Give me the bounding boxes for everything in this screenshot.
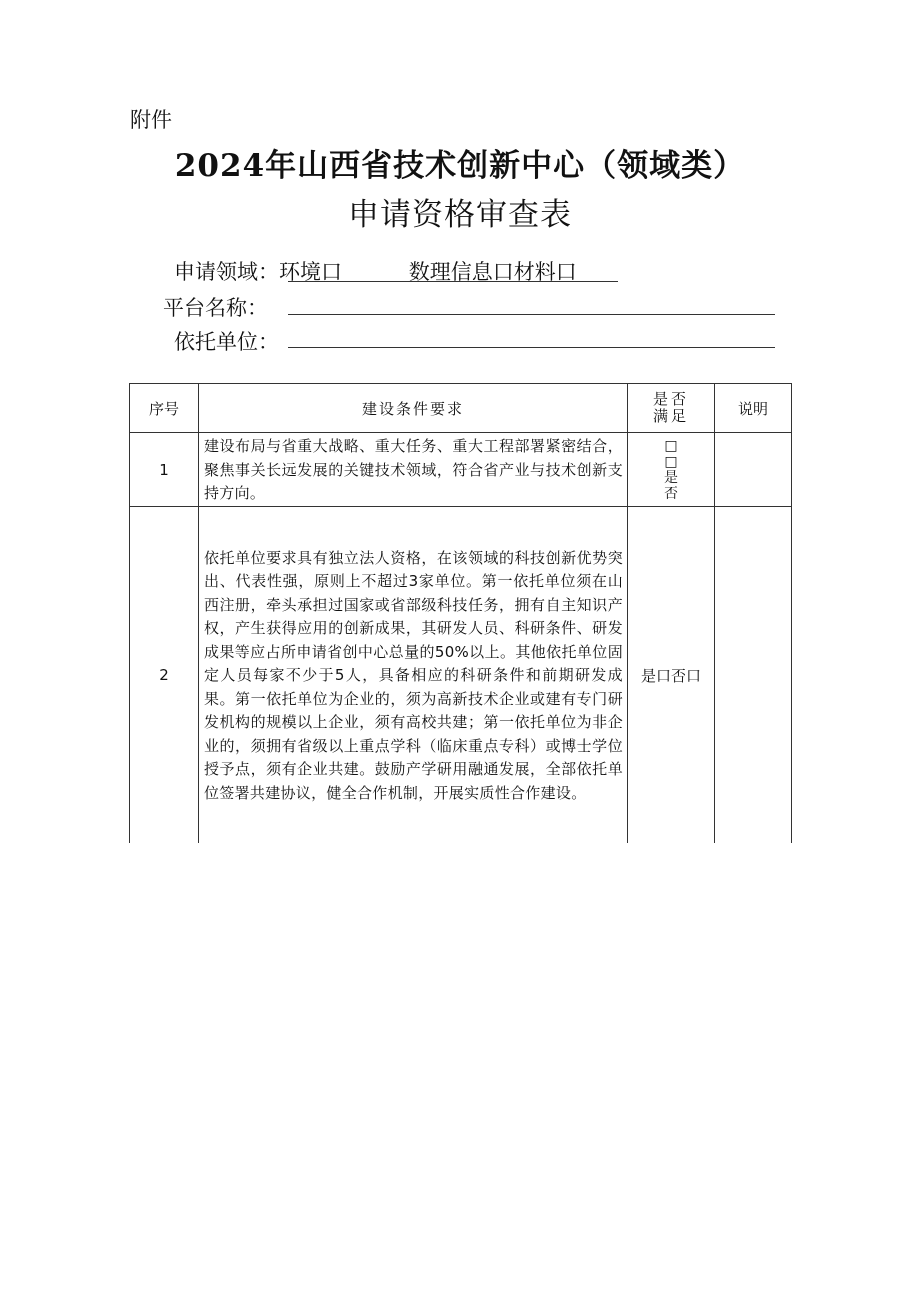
host-row <box>174 326 279 356</box>
table-row <box>130 507 792 844</box>
qualification-table <box>129 383 792 843</box>
checkbox-yes[interactable]: □ <box>664 437 678 454</box>
host-unit-field[interactable] <box>288 347 775 348</box>
table-row <box>130 433 792 507</box>
platform-row <box>163 292 268 322</box>
row-requirement-text: 建设布局与省重大战略、重大任务、重大工程部署紧密结合，聚焦事关长远发展的关键技术领域，符合省产业与技术创新支持方向。 <box>204 437 623 503</box>
platform-label: 平台名称： <box>163 296 268 320</box>
header-satisfied-line2: 满足 <box>652 407 689 425</box>
row-requirement-text: 依托单位要求具有独立法人资格，在该领域的科技创新优势突出、代表性强，原则上不超过3家单位。第一依托单位须在山西注册，牵头承担过国家或省部级科技任务，拥有自主知识产权，产生获得应用的创新成果，其研发人员、科研条件、研发成果等应占所申请省创中心总量的50%以上。其他依托单位固定人员每家不少于5人，具备相应的科研条件和前期研发成果。第一依托单位为企业的，须为高新技术企业或建有专门研发机构的规模以上企业，须有高校共建；第一依托单位为非企业的，须拥有省级以上重点学科（临床重点专科）或博士学位授予点，须有企业共建。鼓励产学研用融通发展，全部依托单位签署共建协议，健全合作机制，开展实质性合作建设。 <box>204 548 623 802</box>
page-title: 2024年山西省技术创新中心（领域类） <box>174 148 746 184</box>
row-num: 1 <box>130 433 199 507</box>
domain-label: 申请领域： <box>174 260 279 284</box>
header-satisfied <box>628 384 715 433</box>
header-num: 序号 <box>130 384 199 433</box>
platform-name-field[interactable] <box>288 314 775 315</box>
row-note[interactable] <box>715 433 792 507</box>
host-label: 依托单位： <box>174 330 279 354</box>
row-requirement <box>199 433 628 507</box>
attachment-label: 附件 <box>130 108 172 132</box>
row-num: 2 <box>130 507 199 844</box>
row-satisfied[interactable] <box>628 433 715 507</box>
domain-options[interactable]: 环境口 数理信息口材料口 <box>279 260 577 284</box>
label-yes: 是 <box>664 469 678 486</box>
label-no: 否 <box>664 485 678 502</box>
row-requirement <box>199 507 628 844</box>
row-note[interactable] <box>715 507 792 844</box>
domain-underline <box>288 281 618 282</box>
header-satisfied-line1: 是否 <box>652 390 689 408</box>
page-subtitle: 申请资格审查表 <box>348 197 572 233</box>
header-requirement: 建设条件要求 <box>199 384 628 433</box>
checkbox-no[interactable]: □ <box>664 453 678 470</box>
row-satisfied[interactable]: 是口否口 <box>628 507 715 844</box>
header-note: 说明 <box>715 384 792 433</box>
table-header-row <box>130 384 792 433</box>
